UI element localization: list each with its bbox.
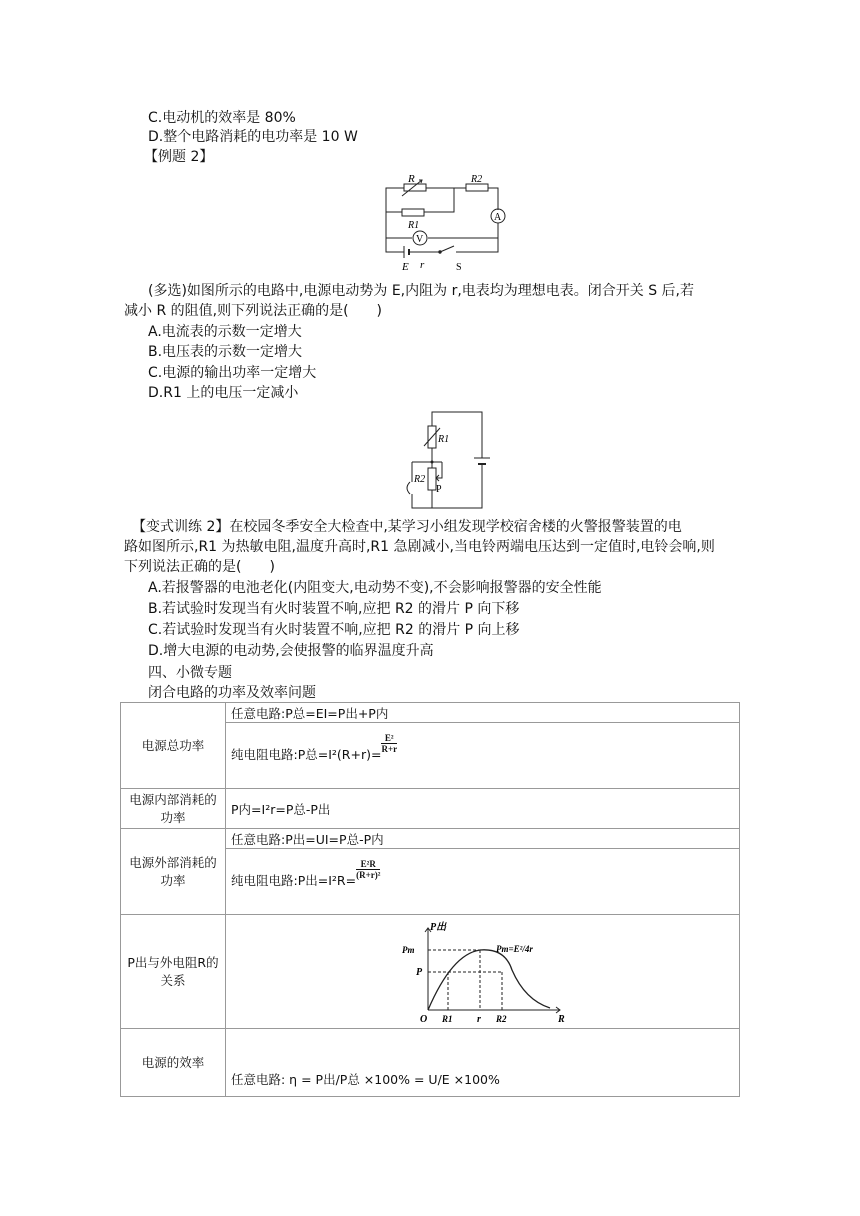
graph-label-r2: R2: [496, 1013, 507, 1024]
graph-label-p: P: [416, 966, 423, 978]
voltmeter-label: V: [416, 234, 424, 245]
example-2-question-line-1: (多选)如图所示的电路中,电源电动势为 E,内阻为 r,电表均为理想电表。闭合开关 S 后,若: [148, 283, 695, 299]
external-power-pure-resistive: [226, 849, 740, 915]
diagram-label-s: S: [456, 262, 462, 272]
circuit-diagram-example-2: [378, 172, 514, 272]
option-c-text: C.电动机的效率是 80%: [148, 110, 296, 126]
internal-power-label: 电源内部消耗的功率: [121, 789, 226, 829]
diagram-label-r1: R1: [408, 220, 420, 231]
graph-label-origin: O: [420, 1013, 428, 1024]
internal-power-formula: P内=I²r=P总-P出: [226, 789, 740, 829]
total-power-label: 电源总功率: [121, 703, 226, 789]
fire-diagram-label-r1: R1: [438, 434, 450, 445]
diagram-label-r-internal: r: [420, 259, 425, 271]
external-power-label: 电源外部消耗的功率: [121, 829, 226, 915]
external-power-any-circuit: 任意电路:P出=UI=P总-P内: [226, 829, 740, 849]
example-2-option-c: C.电源的输出功率一定增大: [148, 365, 317, 381]
diagram-label-e: E: [402, 261, 409, 272]
pout-vs-r-graph-cell: [226, 915, 740, 1029]
example-2-option-b: B.电压表的示数一定增大: [148, 344, 303, 360]
variant-2-option-c: C.若试验时发现当有火时装置不响,应把 R2 的滑片 P 向上移: [148, 622, 520, 638]
fraction-e2-over-r-plus-r: $\frac{\text{E²}}{R+r}$: [381, 733, 398, 754]
section-4-subheading: 闭合电路的功率及效率问题: [148, 685, 316, 701]
external-power-pure-text: 纯电阻电路:P出=I²R=: [231, 873, 357, 888]
example-2-heading: 【例题 2】: [144, 149, 214, 165]
diagram-label-r2: R2: [471, 174, 483, 185]
example-2-question-line-2: 减小 R 的阻值,则下列说法正确的是( ): [124, 303, 383, 319]
graph-axis-r: R: [558, 1013, 565, 1024]
total-power-any-circuit: 任意电路:P总=EI=P出+P内: [226, 703, 740, 723]
circuit-diagram-fire-alarm: [396, 408, 496, 512]
graph-axis-p-out: P出: [430, 921, 447, 933]
option-d-text: D.整个电路消耗的电功率是 10 W: [148, 129, 358, 145]
graph-label-pm: Pm: [402, 944, 415, 955]
graph-label-r: r: [477, 1013, 481, 1024]
fraction-e2r-over-r-plus-r-squared: $\frac{\text{E²R}}{\text{(R+r)²}}$: [356, 859, 381, 880]
graph-label-r1: R1: [442, 1013, 453, 1024]
ammeter-label: A: [494, 212, 502, 223]
fire-diagram-label-p: P: [436, 484, 442, 495]
variant-2-option-a: A.若报警器的电池老化(内阻变大,电动势不变),不会影响报警器的安全性能: [148, 580, 602, 596]
variant-2-option-d: D.增大电源的电动势,会使报警的临界温度升高: [148, 643, 434, 659]
variant-2-line-3: 下列说法正确的是( ): [124, 559, 275, 575]
total-power-pure-text: 纯电阻电路:P总=I²(R+r)=: [231, 747, 382, 762]
efficiency-formula: 任意电路: η = P出/P总 ×100% = U/E ×100%: [226, 1029, 740, 1097]
variant-2-line-2: 路如图所示,R1 为热敏电阻,温度升高时,R1 急剧减小,当电铃两端电压达到一定值时,电铃会响,则: [124, 539, 715, 555]
example-2-option-a: A.电流表的示数一定增大: [148, 324, 302, 340]
fire-diagram-label-r2: R2: [414, 474, 426, 485]
total-power-pure-resistive: [226, 723, 740, 789]
variant-2-line-1: 【变式训练 2】在校园冬季安全大检查中,某学习小组发现学校宿舍楼的火警报警装置的电: [132, 519, 682, 535]
diagram-label-r-variable: R: [408, 173, 415, 185]
power-efficiency-table: [120, 702, 740, 1097]
graph-pm-equation: Pm=E²/4r: [496, 943, 533, 954]
efficiency-label: 电源的效率: [121, 1029, 226, 1097]
section-4-heading: 四、小微专题: [148, 665, 232, 681]
example-2-option-d: D.R1 上的电压一定减小: [148, 385, 299, 401]
pout-vs-r-graph: [400, 920, 570, 1024]
pout-vs-r-label: P出与外电阻R的关系: [121, 915, 226, 1029]
variant-2-option-b: B.若试验时发现当有火时装置不响,应把 R2 的滑片 P 向下移: [148, 601, 520, 617]
